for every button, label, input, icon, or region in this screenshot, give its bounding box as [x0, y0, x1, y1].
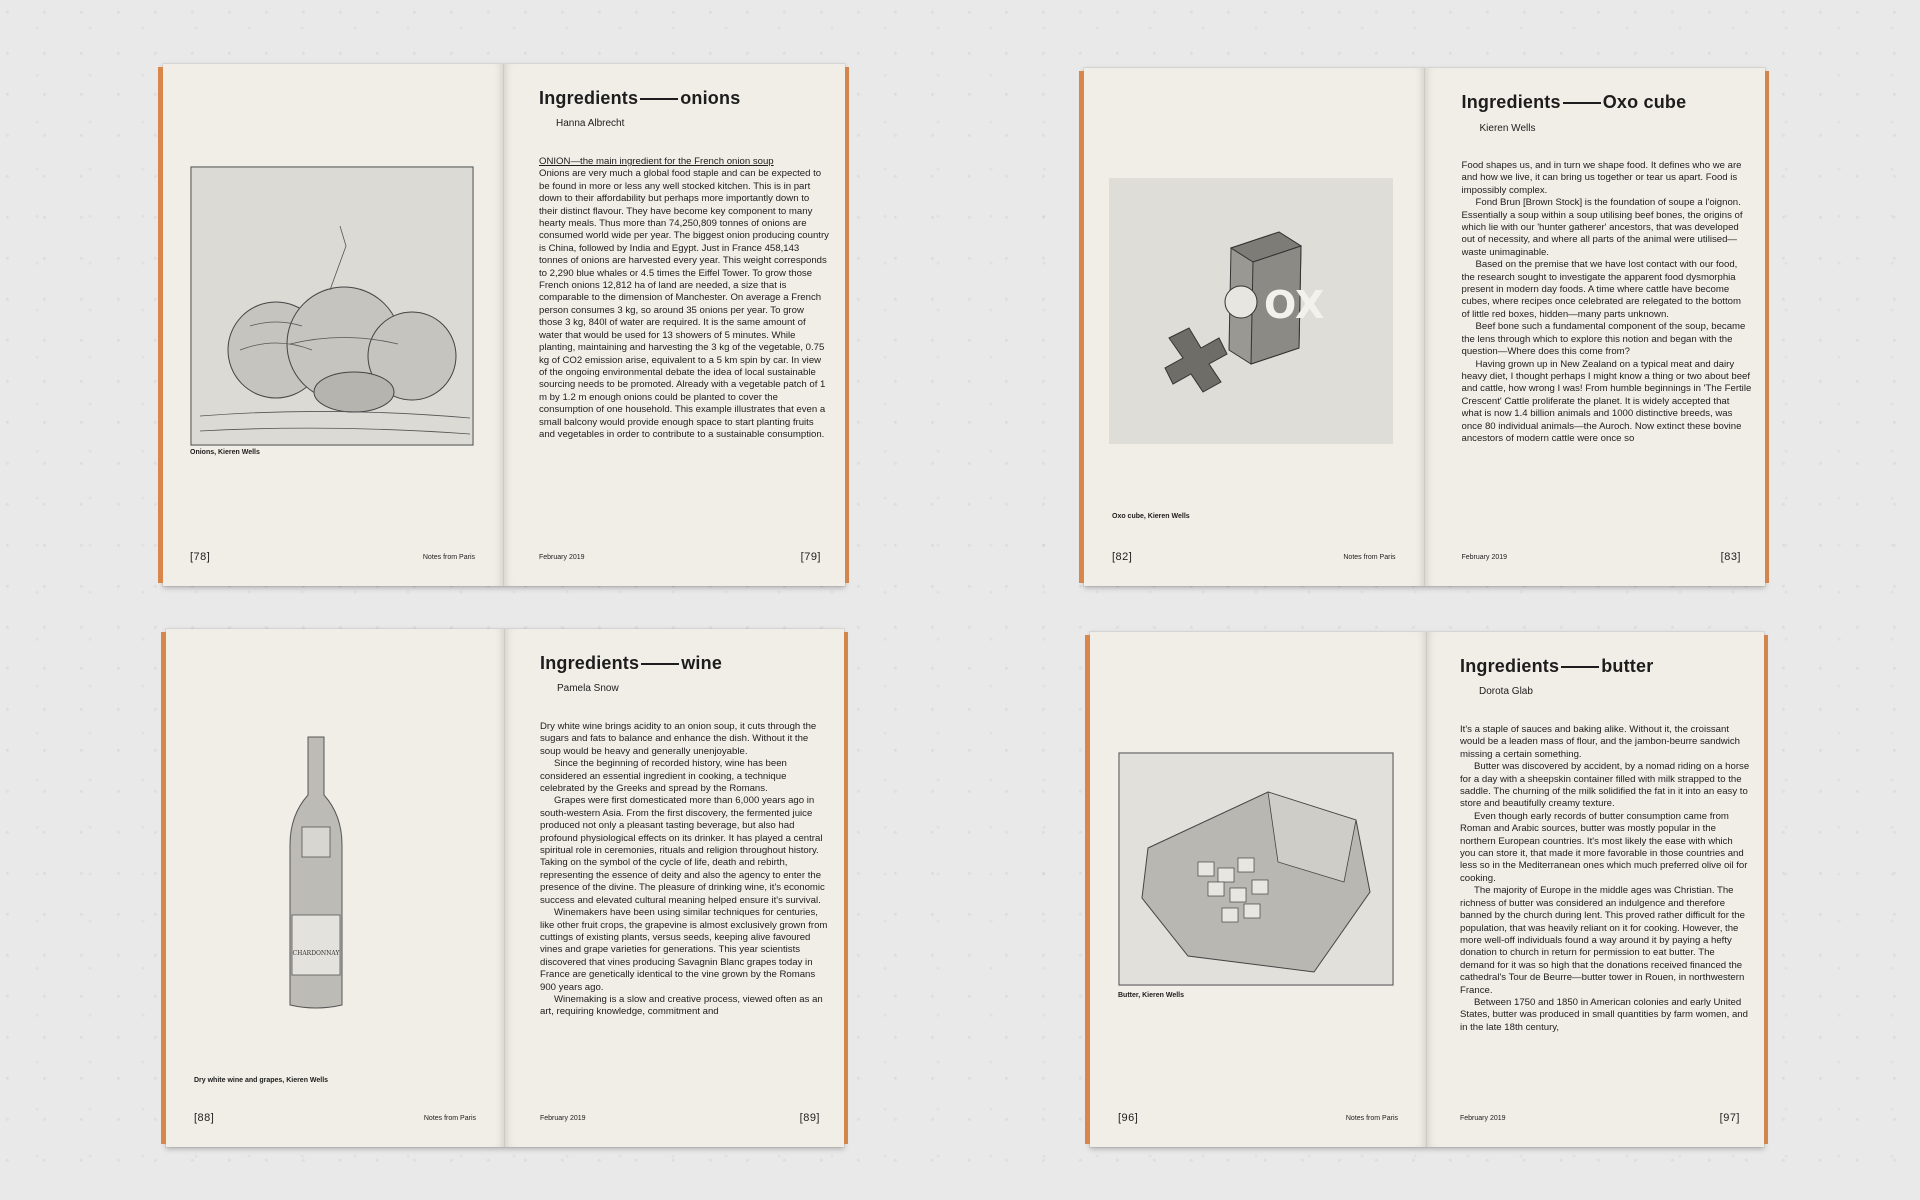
oxo-illustration — [1109, 178, 1393, 444]
left-page — [1084, 68, 1425, 586]
paragraph: Between 1750 and 1850 in American colonies and early United States, butter was produced in small quantities by farm women, and in the late 18th century, — [1460, 996, 1748, 1033]
footer-publication: Notes from Paris — [423, 1115, 476, 1122]
onions-illustration — [190, 166, 474, 446]
page-number: [82] — [1112, 551, 1133, 563]
footer-date: February 2019 — [1461, 554, 1508, 561]
title-prefix: Ingredients — [1460, 656, 1560, 676]
page-number: [78] — [190, 551, 211, 563]
paragraph: Beef bone such a fundamental component of the soup, became the lens through which to explore this notion and began with the question—Where does this come from? — [1461, 321, 1746, 358]
footer-date: February 2019 — [1460, 1115, 1506, 1122]
right-page — [504, 64, 845, 586]
paragraph: Even though early records of butter consumption came from Roman and Arabic sources, butter was mostly popular in the northern European countries. It's most likely the ease with which you can store it, that made it more favorable in those countries and less so in the Mediterranean ones which much preferred olive oil for cooking. — [1460, 810, 1748, 884]
title-prefix: Ingredients — [539, 88, 639, 108]
footer-publication: Notes from Paris — [422, 554, 475, 561]
right-page — [1425, 68, 1766, 586]
butter-illustration — [1118, 752, 1394, 986]
butter-drawing — [1118, 752, 1394, 986]
article-body — [1462, 160, 1752, 512]
left-page — [1090, 632, 1427, 1147]
image-caption: Butter, Kieren Wells — [1118, 992, 1185, 999]
oxo-drawing — [1109, 178, 1393, 444]
paragraph: The majority of Europe in the middle ages was Christian. The richness of butter was considered an indulgence and therefore banned by the church during lent. This proved rather difficult for the population, that was heavily reliant on it for cooking. However, the more well-off individuals found a way around it by paying a hefty donation to church in return for permission to eat butter. The demand for it was so high that the donations received financed the cathedral's Tour de Beurre—butter tower in Rouen, in northwestern France. — [1460, 885, 1745, 996]
page-number: [79] — [800, 551, 821, 563]
image-caption: Dry white wine and grapes, Kieren Wells — [194, 1077, 329, 1084]
paragraph: Dry white wine brings acidity to an onion soup, it cuts through the sugars and fats to balance and enhance the dish. Without it the soup would be heavy and generally unenjoyable. — [540, 721, 817, 757]
left-page — [166, 629, 505, 1147]
article-body — [1460, 724, 1750, 1080]
paragraph: Winemaking is a slow and creative process, viewed often as an art, requiring knowledge, commitment and — [540, 993, 823, 1018]
spread-butter — [1090, 632, 1764, 1147]
footer-publication: Notes from Paris — [1343, 554, 1396, 561]
paragraph: Winemakers have been using similar techniques for centuries, like other fruit crops, the grapevine is almost exclusively grown from cuttings of existing plants, versus seeds, keeping alive favoured vines and grape varieties for generations. This year scientists discovered that vines producing Savagnin Blanc grapes today in France are genetically identical to the vine grown by the Romans 900 years ago. — [540, 907, 828, 993]
page-number: [97] — [1719, 1112, 1740, 1124]
spread-oxo — [1084, 68, 1765, 586]
lead-line: ONION—the main ingredient for the French onion soup — [539, 156, 774, 167]
title-subject: onions — [680, 88, 741, 108]
right-page — [1427, 632, 1764, 1147]
article-title — [540, 653, 722, 674]
wine-bottle-drawing — [286, 735, 346, 1011]
page-number: [96] — [1118, 1112, 1139, 1124]
title-subject: butter — [1601, 656, 1654, 676]
paragraph: Since the beginning of recorded history, wine has been considered an essential ingredient in cooking, a technique celebrated by the Greeks and spread by the Romans. — [540, 758, 787, 795]
onions-drawing — [190, 166, 474, 446]
article-author: Dorota Glab — [1479, 686, 1533, 697]
article-title — [1460, 656, 1653, 677]
paragraph: It's a staple of sauces and baking alike. Without it, the croissant would be a leaden mass of flour, and the jambon-beurre sandwich missing a certain something. — [1460, 724, 1740, 760]
image-caption: Onions, Kieren Wells — [190, 449, 260, 456]
title-prefix: Ingredients — [1461, 92, 1561, 112]
paragraph: Having grown up in New Zealand on a typical meat and dairy heavy diet, I thought perhaps I might know a thing or two about beef and cattle, how wrong I was! From humble beginnings in 'The Fertile Crescent' Cattle proliferate the planet. It is widely accepted that what is now 1.4 billion animals and 1000 distinctive breeds, was once 80 individual animals—the Auroch. Now extinct these bovine ancestors of modern cattle were once so — [1461, 358, 1752, 444]
paragraph: Grapes were first domesticated more than 6,000 years ago in south-western Asia. From the first discovery, the fermented juice produced not only a pleasant tasting beverage, but also had profound physiological effects on its drinker. It has played a central spiritual role in ceremonies, rituals and religion throughout history. Taking on the symbol of the cycle of life, death and rebirth, representing the essence of deity and also the agency to enter the presence of the divine. The pleasure of drinking wine, it's economic success and elevated cultural meaning helped ensure it's survival. — [540, 795, 825, 906]
page-number: [88] — [194, 1112, 215, 1124]
footer-date: February 2019 — [540, 1115, 586, 1122]
paragraph: Butter was discovered by accident, by a nomad riding on a horse for a day with a sheepskin container filled with milk strapped to the saddle. The churning of the milk solidified the fat in it into an easy to store and beautifully creamy texture. — [1460, 761, 1750, 810]
article-author: Pamela Snow — [557, 683, 619, 694]
title-subject: wine — [681, 653, 723, 673]
image-caption: Oxo cube, Kieren Wells — [1112, 513, 1190, 520]
title-dash — [640, 98, 678, 100]
title-dash — [641, 663, 679, 665]
article-body — [540, 721, 830, 1083]
title-dash — [1563, 102, 1601, 104]
spread-onions — [163, 64, 845, 586]
article-title — [539, 88, 740, 109]
paragraph: Based on the premise that we have lost contact with our food, the research sought to investigate the apparent food dysmorphia present in modern day foods. A time where cattle have become cubes, where recipes once celebrated are relegated to the bottom of little red boxes, hidden—many parts unknown. — [1461, 259, 1741, 320]
footer-publication: Notes from Paris — [1345, 1115, 1398, 1122]
article-body — [539, 156, 829, 536]
page-number: [89] — [799, 1112, 820, 1124]
title-subject: Oxo cube — [1602, 92, 1687, 112]
box-letters: OX — [1264, 283, 1325, 327]
footer-date: February 2019 — [539, 554, 585, 561]
title-prefix: Ingredients — [540, 653, 640, 673]
bottle-label: CHARDONNAY — [292, 950, 340, 957]
paragraph: Food shapes us, and in turn we shape food. It defines who we are and how we live, it can bring us together or tear us apart. Food is impossibly complex. — [1461, 160, 1742, 196]
paragraph: Onions are very much a global food staple and can be expected to be found in more or less any well stocked kitchen. This is in part down to their affordability but perhaps more importantly down to their distinct flavour. They have become key component to many hearty meals. Thus more than 74,250,809 tonnes of onions are consumed world wide per year. The biggest onion producing country is China, followed by India and Egypt. Just in France 458,143 tonnes of onions are harvested every year. This weight corresponds to 2,290 blue whales or 4.5 times the Eiffel Tower. To grow those French onions 12,812 ha of land are needed, a size that is comparable to the dimension of Manchester. On average a French person consumes 3 kg, so around 35 onions per year. To grow those 3 kg, 840l of water are required. It is the same amount of water that would be used for 13 showers of 5 minutes. While planting, maintaining and harvesting the 3 kg of the vegetable, 0.75 kg of CO2 emission arise, equivalent to a 5 km spin by car. In view of the ongoing environmental debate the idea of local sustainable sourcing needs to be promoted. Already with a vegetable patch of 1 m by 1.2 m enough onions could be planted to cover the consumption of one household. This example illustrates that even a small balcony would provide enough space to start planting fruits and vegetables in order to contribute to a sustainable consumption. — [539, 168, 829, 440]
wine-illustration — [286, 735, 346, 1011]
left-page — [163, 64, 504, 586]
article-author: Hanna Albrecht — [556, 118, 625, 129]
article-title — [1462, 92, 1687, 113]
right-page — [505, 629, 844, 1147]
spread-wine — [166, 629, 844, 1147]
paragraph: Fond Brun [Brown Stock] is the foundation of soupe a l'oignon. Essentially a soup within a soup utilising beef bones, the origins of which lie with our 'hunter gatherer' ancestors, that was developed out of necessity, and where all parts of the animal were utilised—waste unimaginable. — [1461, 197, 1743, 258]
title-dash — [1561, 666, 1599, 668]
page-number: [83] — [1720, 551, 1741, 563]
article-author: Kieren Wells — [1479, 123, 1536, 134]
